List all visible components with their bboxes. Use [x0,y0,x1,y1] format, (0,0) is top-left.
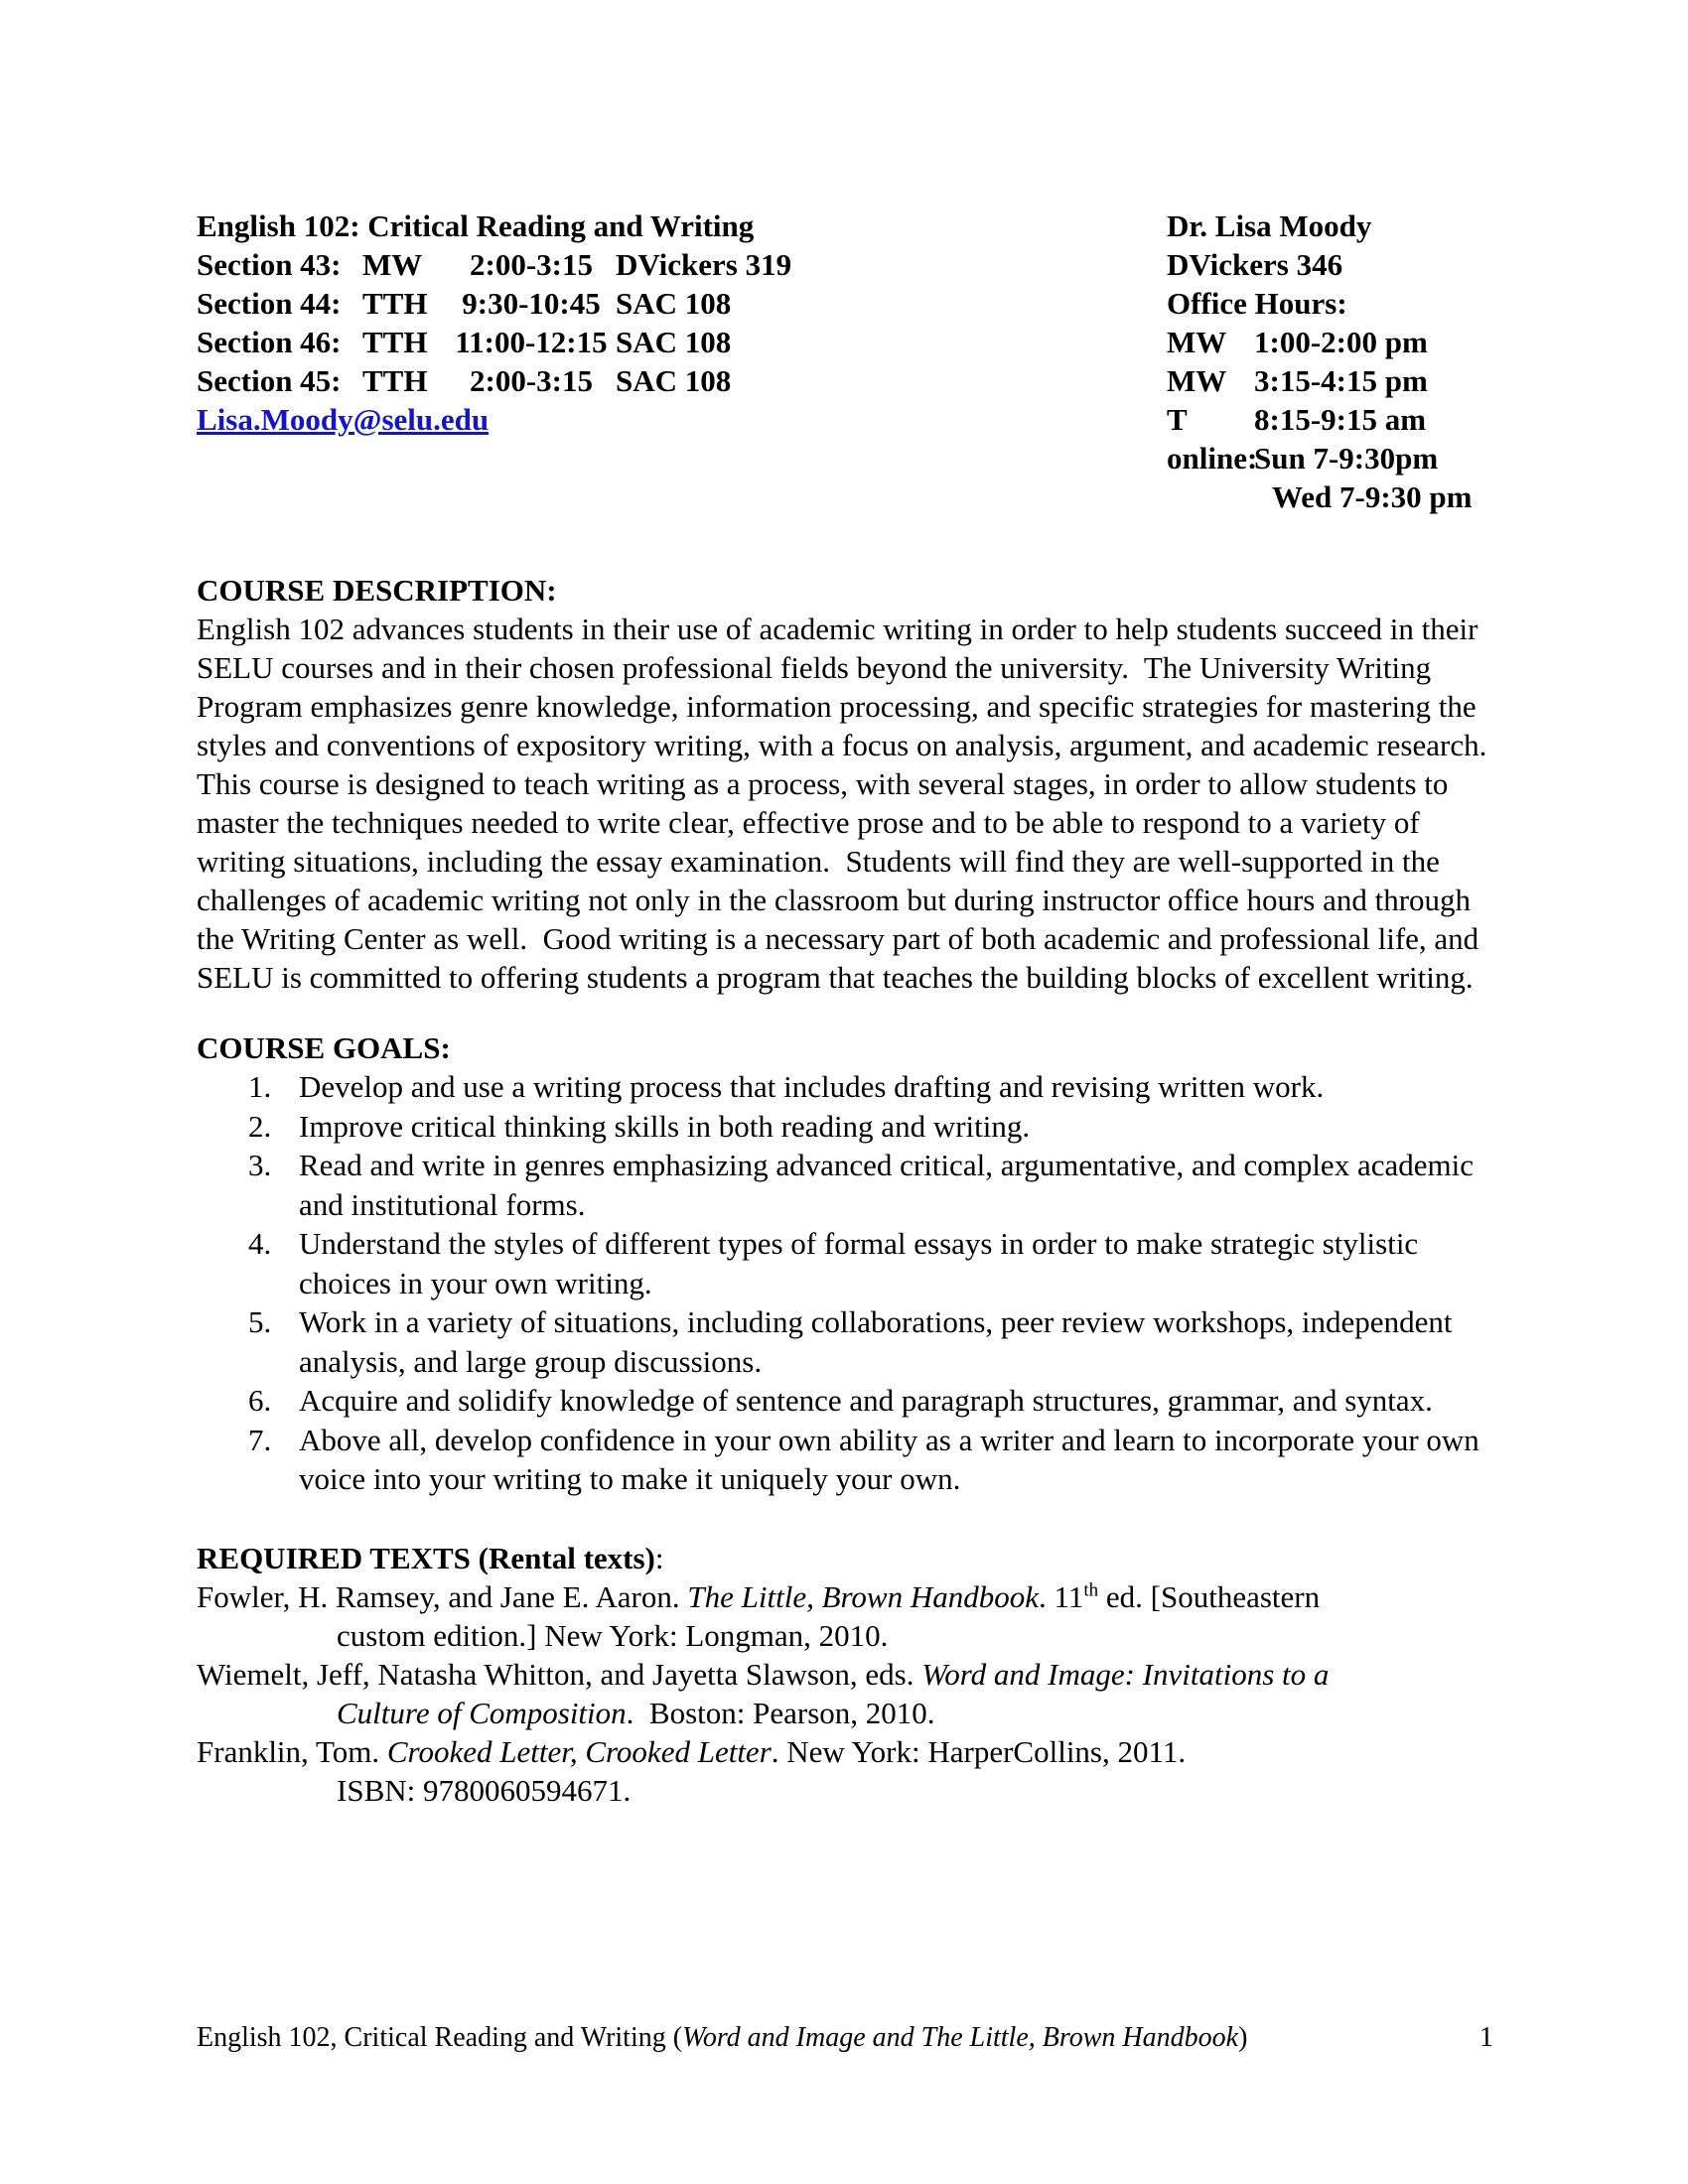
section-row [197,361,1167,400]
citation-title: Word and Image: Invitations to a [921,1656,1330,1692]
goal-item [197,1381,1489,1421]
office-hour-day: MW [1167,325,1227,359]
page-footer [197,2021,1493,2055]
citation-title: Crooked Letter, Crooked Letter [386,1733,772,1769]
office-hour-row [1167,400,1489,439]
text-entry [197,1577,1489,1655]
goal-number: 5. [248,1304,272,1339]
text-entry-line2: custom edition.] New York: Longman, 2010. [337,1617,889,1653]
section-room: SAC 108 [616,325,732,359]
goal-text: Improve critical thinking skills in both reading and writing. [299,1108,1031,1144]
text-entry-line2: ISBN: 9780060594671. [337,1772,632,1808]
text-entry [197,1732,1489,1810]
goal-number: 4. [248,1226,272,1261]
goal-number: 2. [248,1108,272,1144]
goal-text: Work in a variety of situations, including collaborations, peer review workshops, independent analysis, and large group discussions. [299,1304,1453,1379]
citation-title: The Little, Brown Handbook [687,1578,1039,1614]
footer-title-italic: Word and Image and The Little, Brown Handbook [682,2022,1239,2053]
footer-title-pre: English 102, Critical Reading and Writing ( [197,2022,683,2053]
section-time: 2:00-3:15 [470,363,593,398]
goal-number: 7. [248,1422,272,1457]
citation-authors: Fowler, H. Ramsey, and Jane E. Aaron. [197,1578,688,1614]
instructor-info [1167,206,1489,516]
goal-text: Read and write in genres emphasizing advanced critical, argumentative, and complex academic and institutional forms. [299,1148,1474,1222]
office-hour-row [1167,361,1489,400]
text-entry-line1 [197,1732,1489,1771]
section-days: TTH [362,363,428,398]
section-room: DVickers 319 [616,247,792,282]
required-texts-heading-bold: REQUIRED TEXTS (Rental texts) [197,1540,655,1575]
course-goals-heading: COURSE GOALS: [197,1030,451,1065]
section-days: MW [362,247,423,282]
office-hour-time: 3:15-4:15 pm [1254,363,1428,398]
section-room: SAC 108 [616,286,732,321]
email-link[interactable]: Lisa.Moody@selu.edu [197,402,490,437]
section-label: Section 44: [197,286,342,321]
goal-number: 1. [248,1069,272,1104]
section-row [197,284,1167,323]
office-hour-day [1167,478,1254,516]
goal-item [197,1224,1489,1302]
goal-text: Understand the styles of different types of formal essays in order to make strategic stylistic choices in your own writing. [299,1226,1419,1300]
course-info [197,206,1167,516]
citation-ordinal: th [1083,1579,1099,1601]
office-hours-label: Office Hours: [1167,286,1347,321]
required-texts-heading [197,1539,1489,1577]
section-row [197,245,1167,284]
section-time: 11:00-12:15 [455,325,608,359]
section-days: TTH [362,325,428,359]
section-label: Section 45: [197,363,342,398]
office-hour-time: Wed 7-9:30 pm [1272,479,1473,514]
required-texts-heading-colon: : [654,1540,664,1575]
section-room: SAC 108 [616,363,732,398]
citation-title-cont: Culture of Composition [337,1695,627,1730]
section-label: Section 43: [197,247,342,282]
section-days: TTH [362,286,428,321]
citation-authors: Wiemelt, Jeff, Natasha Whitton, and Jayetta Slawson, eds. [197,1656,922,1692]
office-hour-day: T [1167,402,1188,437]
office-hour-day: online: [1167,441,1258,476]
goal-item [197,1067,1489,1107]
goal-item [197,1107,1489,1147]
text-entry [197,1655,1489,1732]
goal-item [197,1146,1489,1224]
footer-title-post: ) [1238,2022,1248,2053]
section-label: Section 46: [197,325,342,359]
instructor-office: DVickers 346 [1167,247,1343,282]
office-hour-time: 8:15-9:15 am [1254,402,1427,437]
section-time: 9:30-10:45 [462,286,601,321]
office-hour-row [1167,323,1489,361]
goal-number: 3. [248,1148,272,1182]
office-hour-row [1167,478,1489,516]
goal-text: Develop and use a writing process that includes drafting and revising written work. [299,1069,1325,1104]
section-time: 2:00-3:15 [470,247,593,282]
office-hour-time: Sun 7-9:30pm [1254,441,1439,476]
goal-item [197,1302,1489,1381]
goal-item [197,1421,1489,1499]
goal-text: Above all, develop confidence in your own ability as a writer and learn to incorporate your own voice into your writing to make it uniquely your own. [299,1422,1479,1496]
instructor-name: Dr. Lisa Moody [1167,208,1372,243]
page-number: 1 [1479,2022,1493,2053]
footer-title [197,2021,1247,2055]
course-goals-list [197,1067,1489,1499]
text-entry-line1 [197,1655,1489,1694]
citation-authors: Franklin, Tom. [197,1733,387,1769]
section-row [197,323,1167,361]
office-hour-time: 1:00-2:00 pm [1254,325,1428,359]
citation-rest: ed. [Southeastern [1098,1578,1321,1614]
text-entry-line2 [337,1694,1489,1732]
goal-text: Acquire and solidify knowledge of sentence and paragraph structures, grammar, and syntax. [299,1383,1433,1418]
citation-rest: . Boston: Pearson, 2010. [626,1695,935,1730]
course-title: English 102: Critical Reading and Writing [197,208,755,243]
text-entry-line1 [197,1577,1489,1616]
citation-edition: . 11 [1039,1578,1084,1614]
citation-rest: . New York: HarperCollins, 2011. [771,1733,1187,1769]
course-description-body: English 102 advances students in their use of academic writing in order to help students succeed in their SELU courses and in their chosen professional fields beyond the university. The University Writing Program emphasizes genre knowledge, information processing, and specific strategies for mastering the styles and conventions of expository writing, with a focus on analysis, argument, and academic research. This course is designed to teach writing as a process, with several stages, in order to allow students to master the techniques needed to write clear, effective prose and to be able to respond to a variety of writing situations, including the essay examination. Students will find they are well-supported in the challenges of academic writing not only in the classroom but during instructor office hours and through the Writing Center as well. Good writing is a necessary part of both academic and professional life, and SELU is committed to offering students a program that teaches the building blocks of excellent writing. [197,612,1502,995]
office-hour-row [1167,439,1489,478]
office-hour-day: MW [1167,363,1227,398]
header-block [197,206,1489,516]
goal-number: 6. [248,1383,272,1418]
course-description-heading: COURSE DESCRIPTION: [197,573,557,608]
